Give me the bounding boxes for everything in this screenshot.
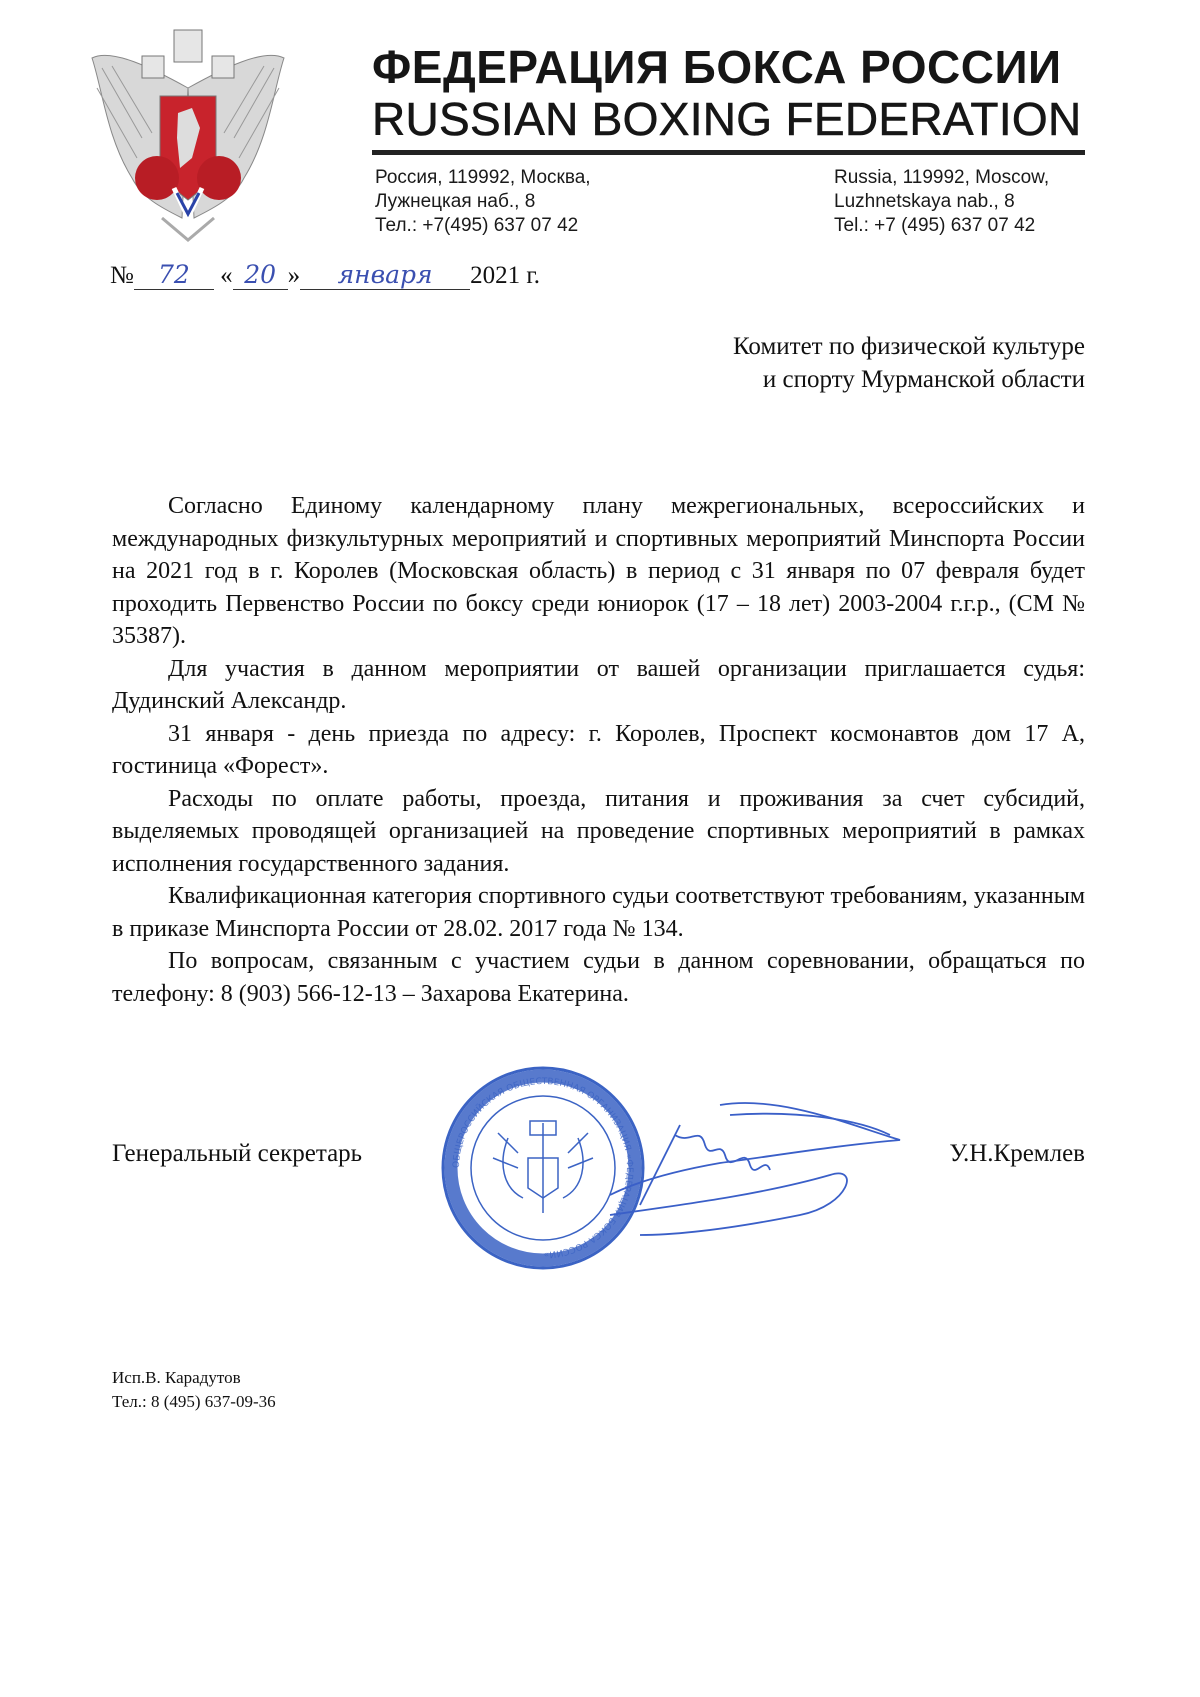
reference-number: 72 <box>134 260 214 290</box>
addressee-line: Комитет по физической культуре <box>732 333 1085 360</box>
body-paragraph: Расходы по оплате работы, проезда, питания и проживания за счет субсидий, выделяемых проводящей организацией на проведение спортивных мероприятий в рамках исполнения государственного задания. <box>112 785 1085 877</box>
body-paragraph: Согласно Единому календарному плану межрегиональных, всероссийских и международных физкультурных мероприятий и спортивных мероприятий Минспорта России на 2021 год в г. Королев (Московская область) в период с 31 января по 07 февраля будет проходить Первенство России по боксу среди юниорок (17 – 18 лет) 2003-2004 г.г.р., (СМ № 35387). <box>112 493 1085 649</box>
executor-name: Исп.В. Карадутов <box>112 1368 241 1387</box>
letterhead-divider <box>372 150 1085 155</box>
reference-line <box>110 260 540 290</box>
handwritten-signature <box>600 1085 910 1245</box>
address-en <box>834 166 1049 238</box>
reference-day: 20 <box>233 260 288 290</box>
address-en-line: Luzhnetskaya nab., 8 <box>834 191 1015 212</box>
open-quote: « <box>220 262 233 289</box>
address-en-line: Tel.: +7 (495) 637 07 42 <box>834 215 1036 236</box>
reference-year: 2021 г. <box>470 262 541 289</box>
reference-month: января <box>300 260 470 290</box>
address-ru-line: Россия, 119992, Москва, <box>375 167 591 188</box>
body-paragraph: 31 января - день приезда по адресу: г. Королев, Проспект космонавтов дом 17 А, гостиница «Форест». <box>112 720 1085 779</box>
letterhead-title-ru: ФЕДЕРАЦИЯ БОКСА РОССИИ <box>372 41 1062 93</box>
body-paragraph: По вопросам, связанным с участием судьи в данном соревновании, обращаться по телефону: 8 (903) 566-12-13 – Захарова Екатерина. <box>112 948 1085 1007</box>
body-paragraph: Для участия в данном мероприятии от вашей организации приглашается судья: Дудинский Александр. <box>112 655 1085 714</box>
executor-info <box>112 1366 276 1414</box>
address-ru <box>375 166 591 238</box>
number-label: № <box>110 262 134 289</box>
signatory-name: У.Н.Кремлев <box>949 1140 1085 1167</box>
executor-phone: Тел.: 8 (495) 637-09-36 <box>112 1392 276 1411</box>
body-paragraph: Квалификационная категория спортивного судьи соответствуют требованиям, указанным в приказе Минспорта России от 28.02. 2017 года № 134. <box>112 883 1085 942</box>
address-en-line: Russia, 119992, Moscow, <box>834 167 1050 188</box>
addressee <box>733 330 1085 396</box>
boxing-federation-emblem-logo <box>82 28 294 243</box>
letterhead-title-en: RUSSIAN BOXING FEDERATION <box>372 93 1082 145</box>
letter-body <box>112 490 1085 1010</box>
address-ru-line: Лужнецкая наб., 8 <box>375 191 536 212</box>
signatory-position: Генеральный секретарь <box>112 1140 363 1167</box>
address-ru-line: Тел.: +7(495) 637 07 42 <box>375 215 579 236</box>
addressee-line: и спорту Мурманской области <box>762 366 1085 393</box>
svg-text:ОБЩЕРОССИЙСКАЯ ОБЩЕСТВЕННАЯ ОР: ОБЩЕРОССИЙСКАЯ ОБЩЕСТВЕННАЯ ОРГАНИЗАЦИЯ «ФЕДЕРАЦИЯ БОКСА РОССИИ» <box>451 1076 635 1260</box>
close-quote: » <box>287 262 301 289</box>
